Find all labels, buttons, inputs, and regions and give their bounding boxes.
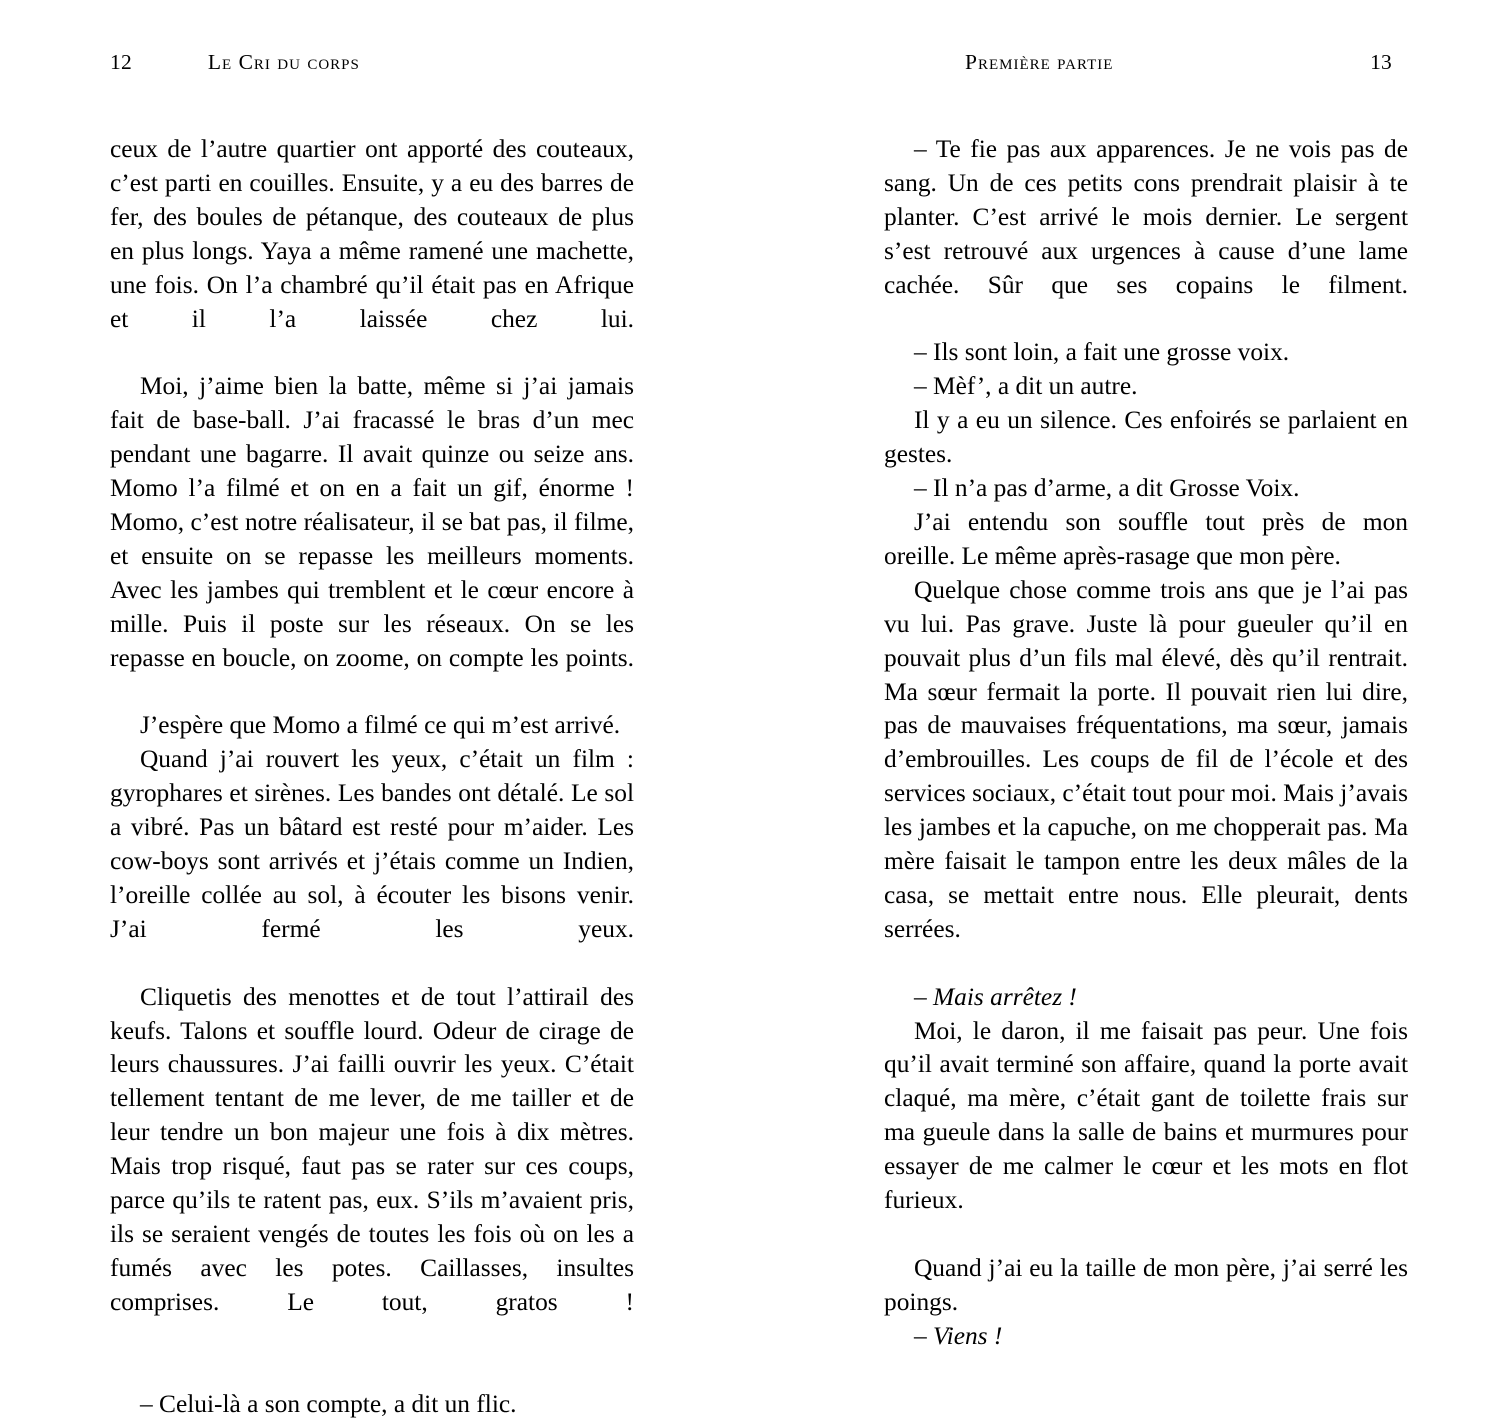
dialogue-text: Viens !: [926, 1321, 1003, 1350]
dialogue-dash: –: [913, 338, 927, 367]
page-number-recto: 13: [1370, 50, 1392, 74]
body-paragraph: Moi, le daron, il me faisait pas peur. Une fois qu’il avait terminé son affaire, quand la porte avait claqué, ma mère, c’était gant de toilette frais sur ma gueule dans la salle de bains et murmures pour essayer de me calmer le cœur et les mots en flot furieux.: [884, 1016, 1408, 1215]
running-head-verso: [110, 50, 635, 80]
dialogue-dash: –: [913, 474, 927, 503]
dialogue-dash: –: [913, 372, 927, 401]
dialogue-text: Il n’a pas d’arme, a dit Grosse Voix.: [926, 474, 1300, 503]
dialogue-dash: –: [139, 1389, 153, 1418]
page-number-verso: 12: [110, 50, 132, 74]
dialogue-line: [110, 1388, 634, 1421]
dialogue-line: [884, 133, 1408, 336]
dialogue-line: [884, 336, 1408, 370]
dialogue-line: [884, 981, 1408, 1015]
dialogue-line: [884, 1320, 1408, 1354]
body-paragraph: ceux de l’autre quartier ont apporté des couteaux, c’est parti en couilles. Ensuite, y a eu des barres de fer, des boules de pétanque, des couteaux de plus en plus longs. Yaya a même ramené une machette, une fois. On l’a chambré qu’il était pas en Afrique et il l’a laissée chez lui.: [110, 135, 634, 333]
dialogue-text: Te fie pas aux apparences. Je ne vois pas de sang. Un de ces petits cons prendrait plaisir à te planter. C’est arrivé le mois dernier. Le sergent s’est retrouvé aux urgences à cause d’une lame cachée. Sûr que ses copains le filment.: [884, 135, 1408, 299]
dialogue-line: [884, 370, 1408, 404]
body-paragraph: Moi, j’aime bien la batte, même si j’ai jamais fait de base-ball. J’ai fracassé le bras d’un mec pendant une bagarre. Il avait quinze ou seize ans. Momo l’a filmé et on en a fait un gif, énorme ! Momo, c’est notre réalisateur, il se bat pas, il filme, et ensuite on se repasse les meilleurs moments. Avec les jambes qui tremblent et le cœur encore à mille. Puis il poste sur les réseaux. On se les repasse en boucle, on zoome, on compte les points.: [110, 372, 634, 672]
body-paragraph: Cliquetis des menottes et de tout l’attirail des keufs. Talons et souffle lourd. Odeur de cirage de leurs chaussures. J’ai failli ouvrir les yeux. C’était tellement tentant de me lever, de me tailler et de leur tendre un bon majeur une fois à dix mètres. Mais trop risqué, faut pas se rater sur ces coups, parce qu’ils te ratent pas, eux. S’ils m’avaient pris, ils se seraient vengés de toutes les fois où on les a fumés avec les potes. Caillasses, insultes comprises. Le tout, gratos !: [110, 982, 634, 1316]
body-paragraph: J’espère que Momo a filmé ce qui m’est arrivé.: [139, 711, 621, 740]
body-paragraph: Quelque chose comme trois ans que je l’ai pas vu lui. Pas grave. Juste là pour gueuler qu’il en pouvait plus d’un fils mal élevé, dès qu’il rentrait. Ma sœur fermait la porte. Il pouvait rien lui dire, pas de mauvaises fréquentations, ma sœur, jamais d’embrouilles. Les coups de fil de l’école et des services sociaux, c’était tout pour moi. Mais j’avais les jambes et la capuche, on me chopperait pas. Ma mère faisait le tampon entre les deux mâles de la casa, se mettait entre nous. Elle pleurait, dents serrées.: [884, 575, 1408, 943]
dialogue-dash: –: [913, 1321, 927, 1350]
dialogue-text: Celui-là a son compte, a dit un flic.: [152, 1389, 517, 1418]
dialogue-dash: –: [913, 135, 927, 163]
dialogue-text: Mèf’, a dit un autre.: [926, 372, 1138, 401]
part-title-running-head: Première partie: [965, 50, 1114, 74]
running-head-recto: [885, 50, 1392, 80]
book-title-running-head: Le Cri du corps: [207, 50, 360, 74]
dialogue-text: Ils sont loin, a fait une grosse voix.: [926, 338, 1290, 367]
body-paragraph: Quand j’ai rouvert les yeux, c’était un film : gyrophares et sirènes. Les bandes ont détalé. Le sol a vibré. Pas un bâtard est resté pour m’aider. Les cow-boys sont arrivés et j’étais comme un Indien, l’oreille collée au sol, à écouter les bisons venir. J’ai fermé les yeux.: [110, 745, 634, 943]
body-paragraph: J’ai entendu son souffle tout près de mon oreille. Le même après-rasage que mon père.: [884, 507, 1408, 570]
dialogue-dash: –: [913, 982, 927, 1011]
body-paragraph: Il y a eu un silence. Ces enfoirés se parlaient en gestes.: [884, 406, 1408, 469]
paragraph-spacer: [110, 1354, 634, 1388]
dialogue-text: Mais arrêtez !: [926, 982, 1077, 1011]
body-paragraph: Quand j’ai eu la taille de mon père, j’ai serré les poings.: [884, 1253, 1408, 1316]
text-column-recto: [884, 133, 1408, 1354]
text-column-verso: [110, 133, 634, 1421]
dialogue-line: [884, 472, 1408, 506]
